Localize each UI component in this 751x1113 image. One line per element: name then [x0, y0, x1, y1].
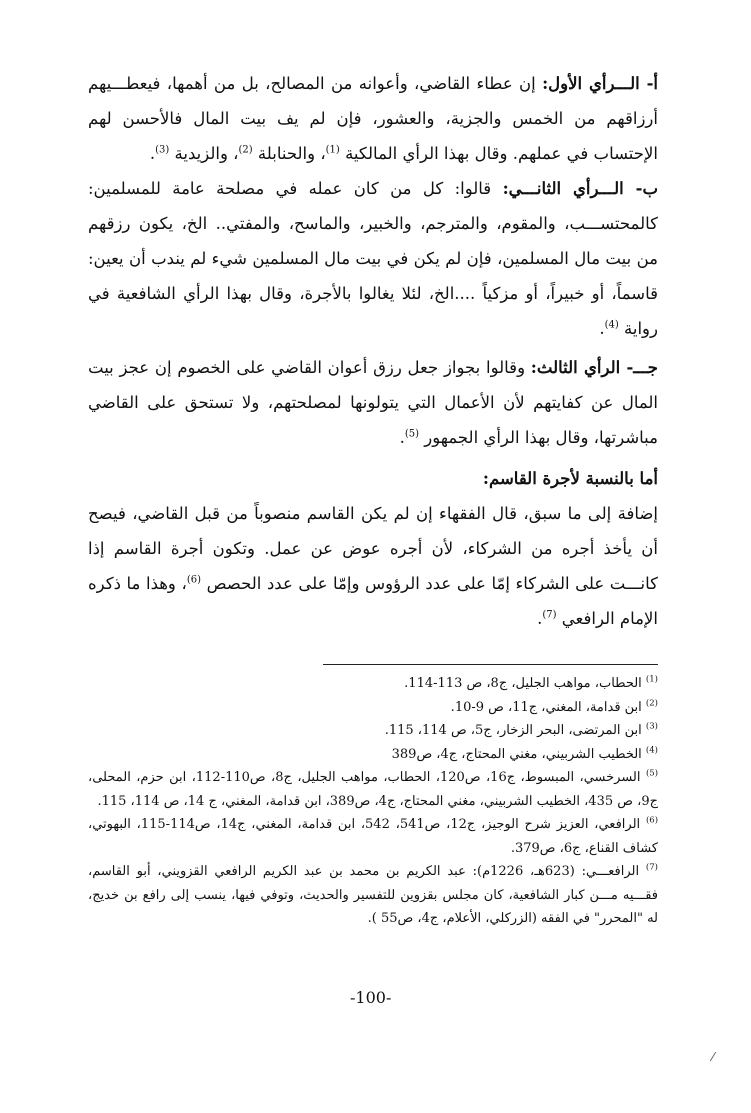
footnote-ref-7: (7) [542, 609, 557, 621]
paragraph-text: ، والحنابلة [252, 144, 326, 163]
footnote-text: ابن المرتضى، البحر الزخار، ج5، ص 114، 115. [384, 723, 646, 738]
footnote-ref-5: (5) [404, 428, 420, 440]
footnote-text: ابن قدامة، المغني، ج11، ص 9-10. [450, 699, 646, 715]
page-number: -100- [350, 988, 392, 1007]
footnote-item [88, 743, 658, 767]
footnote-text: الرافعي، العزيز شرح الوجيز، ج12، ص541، 542، ابن قدامة، المغني، ج14، ص114-115، البهوتي، كشاف القناع، ج6، ص379. [88, 817, 658, 856]
footnote-item [88, 672, 658, 696]
paragraph-text: ، والزيدية [169, 144, 239, 163]
paragraph-text: إن عطاء القاضي، وأعوانه من المصالح، بل من أهمها، فيعطـــيهم أرزاقهم من الخمس والجزية، والعشور، فإن لم يف بيت المال فالأحسن لهم الإحتساب في عملهم. وقال بهذا الرأي المالكية [88, 74, 658, 163]
footnote-ref-2: (2) [238, 144, 253, 156]
first-opinion-heading: أ- الـــرأي الأول: [542, 74, 659, 93]
footnote-number: (6) [645, 815, 659, 826]
footnote-text: السرخسي، المبسوط، ج16، ص120، الحطاب، مواهب الجليل، ج8، ص110-112، ابن حزم، المحلى، ج9، ص 435، الخطيب الشربيني، مغني المحتاج، ج4، ص389، ابن قدامة، المغني، ج 14، ص 114، 115. [88, 770, 658, 809]
footnote-ref-6: (6) [186, 574, 201, 586]
footnote-number: (7) [645, 862, 658, 873]
second-opinion-heading: ب- الـــرأي الثانـــي: [502, 179, 658, 198]
footnote-item [88, 766, 658, 813]
paragraph-text: . [599, 319, 605, 338]
footnote-number: (1) [645, 674, 658, 685]
section-heading: أما بالنسبة لأجرة القاسم: [482, 469, 658, 488]
footnote-item [88, 860, 658, 931]
footnote-item [88, 696, 658, 720]
paragraph-text: وقالوا بجواز جعل رزق أعوان القاضي على الخصوم إن عجز بيت المال عن كفايتهم لأن الأعمال التي يتولونها لمصلحتهم، ولا تستحق على القاضي مباشرتها، وقال بهذا الرأي الجمهور [88, 358, 658, 447]
footnote-ref-3: (3) [155, 144, 170, 156]
stray-pen-mark: ⁄ [712, 1050, 715, 1064]
footnote-number: (5) [645, 768, 659, 779]
paragraph-text: إضافة إلى ما سبق، قال الفقهاء إن لم يكن القاسم منصوباً من قبل القاضي، فيصح أن يأخذ أجره من الشركاء، لأن أجره عوض عن عمل. وتكون أجرة القاسم إذا كانـــت على الشركاء إمّا على عدد الرؤوس وإمّا على عدد الحصص [88, 504, 658, 593]
footnote-item [88, 813, 658, 860]
footnote-ref-4: (4) [604, 319, 619, 331]
main-text [88, 66, 658, 636]
paragraph-second-opinion [88, 171, 658, 346]
footnote-text: الخطيب الشربيني، مغني المحتاج، ج4، ص389 [391, 746, 646, 762]
footnotes [88, 672, 658, 931]
paragraph-text: . [149, 144, 156, 163]
footnote-ref-1: (1) [325, 144, 340, 156]
paragraph-third-opinion [88, 350, 658, 455]
paragraph-text: ، وهذا ما ذكره الإمام الرافعي [88, 574, 658, 628]
footnote-number: (4) [645, 745, 658, 756]
paragraph-text: قالوا: كل من كان عمله في مصلحة عامة للمسلمين: كالمحتســـب، والمقوم، والمترجم، والخبير، والماسح، والمفتي.. الخ، يكون رزقهم من بيت مال المسلمين، فإن لم يكن في بيت مال المسلمين شيء لم يندب أن يعين: قاسماً، أو خبيراً، أو مزكياً ....الخ، لئلا يغالوا بالأجرة، وقال بهذا الرأي الشافعية في رواية [88, 179, 658, 338]
footnote-number: (3) [645, 721, 658, 732]
paragraph-divider-wage [88, 496, 658, 636]
paragraph-text: . [399, 428, 405, 447]
footnote-separator [323, 664, 658, 665]
paragraph-first-opinion [88, 66, 658, 171]
footnote-text: الحطاب، مواهب الجليل، ج8، ص 113-114. [404, 676, 646, 691]
footnote-text: الرافعـــي: (623هـ، 1226م): عبد الكريم بن محمد بن عبد الكريم الرافعي القزويني، أبو القاسم، فقـــيه مـــن كبار الشافعية، كان مجلس بقزوين للتفسير والحديث، وتوفي فيها، ينسب إلى رافع بن خديج، له "المحرر" في الفقه (الزركلي، الأعلام، ج4، ص55 ). [88, 864, 658, 926]
third-opinion-heading: جـــ- الرأي الثالث: [530, 358, 658, 377]
paragraph-text: . [537, 609, 543, 628]
footnote-number: (2) [645, 698, 658, 709]
footnote-item [88, 719, 658, 743]
